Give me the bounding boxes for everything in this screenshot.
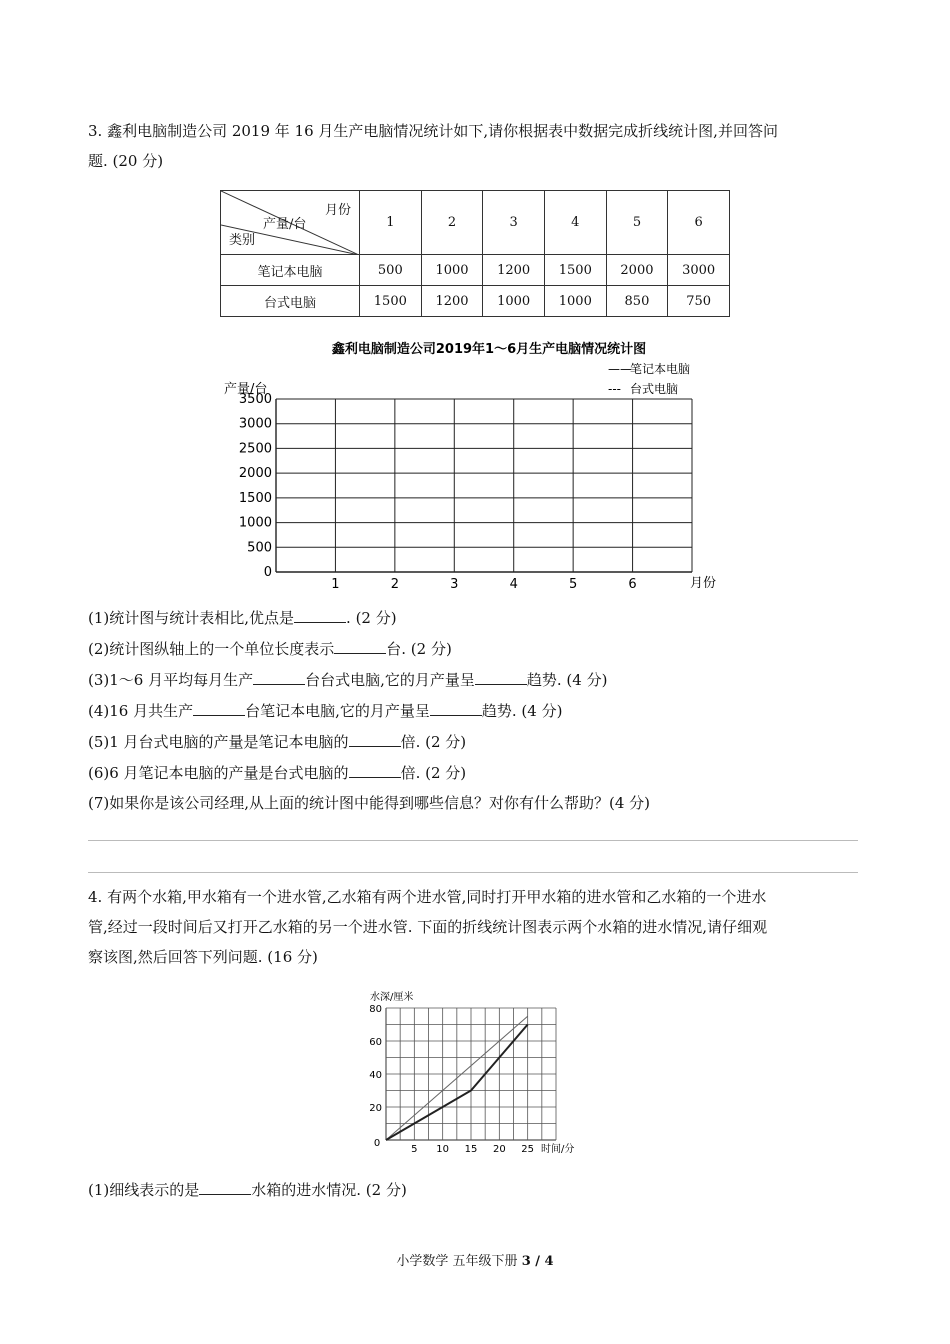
x-tick-label: 6 [628,577,637,592]
cell: 1200 [421,286,483,317]
q-text: . (2 分) [346,609,397,627]
q3-question-4 [88,701,562,720]
page-number: 3 / 4 [521,1254,554,1269]
table-row-laptop [221,255,730,286]
q4-intro-line2: 管,经过一段时间后又打开乙水箱的另一个进水管. 下面的折线统计图表示两个水箱的进水情况,请仔细观 [88,918,768,936]
x-tick-label: 5 [411,1144,418,1155]
chart1-ylabel: 产量/台 [224,382,268,397]
y-tick-label: 3500 [238,392,272,407]
row-label: 台式电脑 [221,286,360,317]
month-header: 6 [668,191,730,255]
y-tick-label: 80 [369,1004,382,1015]
y-tick-label: 40 [369,1070,382,1081]
y-tick-label: 60 [369,1037,382,1048]
answer-blank[interactable] [475,670,527,685]
chart2-ticks [369,1004,534,1155]
q-text: (1)统计图与统计表相比,优点是 [88,609,295,627]
q3-question-1 [88,608,397,627]
chart1-title: 鑫利电脑制造公司2019年1～6月生产电脑情况统计图 [331,342,647,357]
legend-label-desktop: 台式电脑 [630,382,679,396]
answer-line[interactable] [88,840,858,841]
q-text: (6)6 月笔记本电脑的产量是台式电脑的 [88,764,349,782]
cell: 1000 [544,286,606,317]
q-text: (1)细线表示的是 [88,1181,200,1199]
answer-blank[interactable] [334,639,386,654]
production-line-chart [200,335,740,595]
month-header: 5 [606,191,668,255]
y-tick-label: 1000 [238,515,272,531]
y-tick-label: 2000 [238,466,272,482]
answer-blank[interactable] [199,1180,251,1195]
q3-question-5 [88,732,466,751]
y-tick-label: 1500 [238,490,272,506]
water-tank-line-chart [360,984,600,1164]
answer-blank[interactable] [349,732,401,747]
chart2-grid [386,1008,556,1140]
q4-intro-line1: 4. 有两个水箱,甲水箱有一个进水管,乙水箱有两个进水管,同时打开甲水箱的进水管和乙水箱的一个进水 [88,888,767,906]
legend-symbol-desktop: --- [608,382,621,396]
answer-blank[interactable] [253,670,305,685]
answer-blank[interactable] [193,701,245,716]
cell: 850 [606,286,668,317]
cell: 1500 [544,255,606,286]
q-text: 倍. (2 分) [400,764,467,782]
y-tick-label: 3000 [238,416,272,432]
chart2-origin-label: 0 [373,1138,381,1149]
month-header: 2 [421,191,483,255]
cell: 1500 [360,286,422,317]
month-header: 1 [360,191,422,255]
table-row-desktop [221,286,730,317]
q-text: 台笔记本电脑,它的月产量呈 [245,702,430,720]
q-text: 台台式电脑,它的月产量呈 [305,671,475,689]
q-text: (2)统计图纵轴上的一个单位长度表示 [88,640,335,658]
q-text: (5)1 月台式电脑的产量是笔记本电脑的 [88,733,349,751]
q3-question-3 [88,670,607,689]
cell: 2000 [606,255,668,286]
page-footer [0,1250,950,1269]
chart1-grid [276,399,692,572]
cell: 1000 [421,255,483,286]
q4-question-1 [88,1180,407,1199]
q-text: 倍. (2 分) [400,733,467,751]
cell: 500 [360,255,422,286]
x-tick-label: 25 [521,1144,535,1155]
cell: 750 [668,286,730,317]
x-tick-label: 4 [509,577,518,592]
answer-blank[interactable] [294,608,346,623]
q-text: 趋势. (4 分) [481,702,563,720]
header-category: 类别 [229,233,256,248]
x-tick-label: 20 [492,1144,506,1155]
cell: 3000 [668,255,730,286]
q-text: 台. (2 分) [386,640,452,658]
q-text: (3)1～6 月平均每月生产 [88,671,254,689]
month-header: 4 [544,191,606,255]
y-tick-label: 0 [263,565,272,580]
chart1-xlabel: 月份 [690,576,717,591]
header-month: 月份 [324,203,351,218]
q3-question-2 [88,639,452,658]
answer-line[interactable] [88,872,858,873]
y-tick-label: 2500 [238,441,272,457]
x-tick-label: 3 [450,577,459,592]
x-tick-label: 1 [331,577,340,592]
answer-blank[interactable] [430,701,482,716]
q3-data-table [220,190,730,317]
x-tick-label: 2 [390,577,399,592]
row-label: 笔记本电脑 [221,255,360,286]
chart1-ticks [239,392,637,592]
x-tick-label: 15 [464,1144,478,1155]
y-tick-label: 20 [369,1103,382,1114]
y-tick-label: 500 [247,540,272,556]
q3-question-7: (7)如果你是该公司经理,从上面的统计图中能得到哪些信息？对你有什么帮助？(4 分) [88,794,651,812]
cell: 1200 [483,255,545,286]
legend-label-laptop: 笔记本电脑 [630,362,691,376]
q-text: 水箱的进水情况. (2 分) [251,1181,407,1199]
footer-text: 小学数学 五年级下册 [396,1254,522,1269]
header-output: 产量/台 [263,217,307,232]
q4-intro-line3: 察该图,然后回答下列问题. (16 分) [88,948,318,966]
q-text: 趋势. (4 分) [526,671,608,689]
q-text: (4)16 月共生产 [88,702,194,720]
chart2-ylabel: 水深/厘米 [370,992,414,1003]
month-header: 3 [483,191,545,255]
table-corner-header [221,191,360,255]
q3-question-6 [88,763,466,782]
x-tick-label: 5 [569,577,578,592]
q3-intro-line1: 3. 鑫利电脑制造公司 2019 年 16 月生产电脑情况统计如下,请你根据表中数据完成折线统计图,并回答问 [88,122,778,140]
legend-symbol-laptop: —— [608,362,632,376]
answer-blank[interactable] [349,763,401,778]
cell: 1000 [483,286,545,317]
chart2-xlabel: 时间/分 [541,1144,575,1155]
q3-intro-line2: 题. (20 分) [88,152,164,170]
x-tick-label: 10 [436,1144,450,1155]
